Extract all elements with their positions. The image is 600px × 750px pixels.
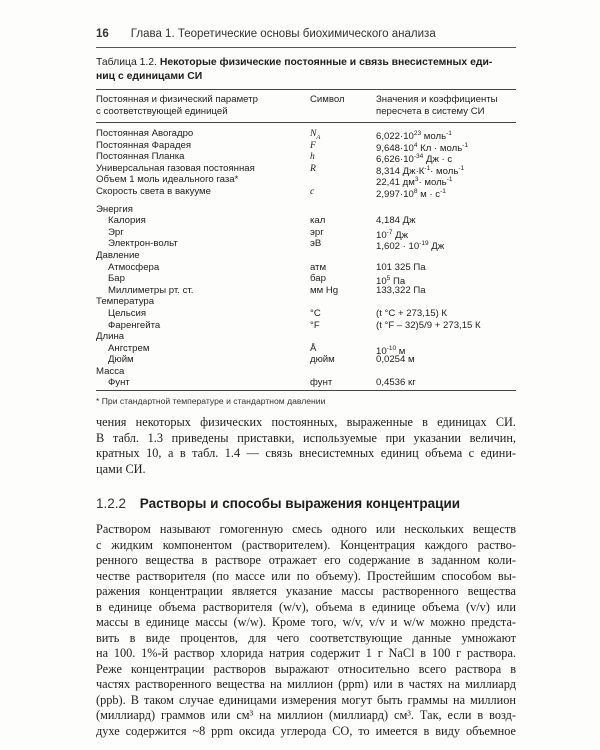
row-symbol: эВ xyxy=(310,238,322,250)
row-value: 22,41 $дм^3\cdot$ моль$^{-1}$ xyxy=(376,176,453,189)
table-row xyxy=(96,238,516,253)
section-number: 1.2.2 xyxy=(96,496,127,511)
table-row xyxy=(96,262,516,274)
text-line: с жидким компонентом (растворителем). Концентрация каждого раство- xyxy=(96,537,516,552)
text-line: чения некоторых физических постоянных, выраженные в единицах СИ. xyxy=(96,415,516,429)
row-value: $10^{-7}$ Дж xyxy=(376,228,409,241)
row-value: 0,0254 м xyxy=(376,354,415,366)
table-caption-title-2: ниц с единицами СИ xyxy=(96,71,203,82)
row-name: Цельсия xyxy=(108,307,147,319)
table-top-rule xyxy=(96,89,516,90)
row-value: $6,626\cdot 10^{-34}$ Дж · с xyxy=(376,153,453,166)
row-symbol: $N_A$ xyxy=(310,128,321,141)
group-heading xyxy=(96,250,516,262)
table-caption xyxy=(96,56,516,84)
row-name: Скорость света в вакууме xyxy=(96,185,211,197)
group-length: Длина xyxy=(96,331,125,343)
row-name: Постоянная Планка xyxy=(96,151,185,163)
text-line: на 100. 1%-й раствор хлорида натрия содержит 1 г NaCl в 100 г раствора. xyxy=(96,646,516,660)
running-title: Глава 1. Теоретические основы биохимического анализа xyxy=(130,28,436,40)
row-value: (t °F – 32)5/9 + 273,15 К xyxy=(376,319,481,331)
text-line: ренного вещества в растворе отражает его содержание в заданном коли- xyxy=(96,553,516,567)
row-value: 8,314 $Дж\cdot К^{-1}\cdot$ моль$^{-1}$ xyxy=(376,164,465,177)
text-line: Раствором называют гомогенную смесь одного или нескольких веществ xyxy=(96,522,516,536)
section-title: Растворы и способы выражения концентрации xyxy=(139,496,461,511)
row-symbol: F xyxy=(310,139,316,151)
header-rule xyxy=(96,47,516,48)
row-symbol: фунт xyxy=(310,377,333,389)
paragraph-solutions xyxy=(96,522,516,739)
table-header xyxy=(96,94,516,118)
col-header-value: Значения и коэффициенты xyxy=(376,94,498,105)
table-row xyxy=(96,163,516,175)
row-value: 4,184 Дж xyxy=(376,215,416,227)
section-heading xyxy=(96,496,516,511)
table-row xyxy=(96,308,516,320)
row-symbol: °C xyxy=(310,307,321,319)
group-temperature: Температура xyxy=(96,296,155,308)
row-symbol: бар xyxy=(310,273,326,285)
table-row xyxy=(96,215,516,227)
row-symbol: c xyxy=(310,185,315,197)
row-name: Электрон-вольт xyxy=(108,238,178,250)
table-row xyxy=(96,354,516,366)
text-line: кратных 10, а в табл. 1.4 — связь внесистемных единиц объема с едини- xyxy=(96,446,516,460)
row-name: Дюйм xyxy=(108,354,134,366)
table-row xyxy=(96,377,516,389)
group-heading xyxy=(96,204,516,216)
table-header-rule xyxy=(96,122,516,123)
row-name: Миллиметры рт. ст. xyxy=(108,284,194,296)
group-heading xyxy=(96,331,516,343)
row-name: Эрг xyxy=(108,226,124,238)
row-name: Атмосфера xyxy=(108,261,160,273)
text-line: (миллиард) граммов или см³ на миллион (миллиард) см³. Так, если в возд- xyxy=(96,708,516,722)
table-body xyxy=(96,128,516,389)
text-line: Реже концентрации растворов выражают относительно всего раствора в xyxy=(96,661,516,676)
col-header-parameter: Постоянная и физический параметр xyxy=(96,94,258,105)
text-line: (ppb). В таком случае единицами измерения могут быть граммы на миллион xyxy=(96,692,516,707)
paragraph-intro xyxy=(96,415,516,477)
table-row xyxy=(96,285,516,297)
text-line: духе содержится ~8 ppm оксида углерода СО, то имеется в виду объемное xyxy=(96,723,516,738)
row-value: $6,022\cdot 10^{23}$ моль$^{-1}$ xyxy=(376,130,452,143)
row-name: Калория xyxy=(108,215,146,227)
row-symbol: мм Hg xyxy=(310,284,339,296)
row-name: Бар xyxy=(108,273,125,285)
table-row xyxy=(96,174,516,189)
table-caption-title-1: Некоторые физические постоянные и связь внесистемных еди- xyxy=(159,57,493,68)
row-name: Ангстрем xyxy=(108,342,150,354)
row-name: Объем 1 моль идеального газа* xyxy=(96,174,239,186)
text-line: массы в единице массы (w/w). Кроме того, w/v, v/v и w/w можно предста- xyxy=(96,615,516,629)
table-footnote: * При стандартной температуре и стандартном давлении xyxy=(96,396,326,406)
row-value: $9,648\cdot 10^4$ Кл · моль$^{-1}$ xyxy=(376,141,468,154)
group-mass: Масса xyxy=(96,365,125,377)
group-heading xyxy=(96,296,516,308)
row-name: Универсальная газовая постоянная xyxy=(96,162,255,174)
text-line: В табл. 1.3 приведены приставки, используемые при указании величин, xyxy=(96,430,516,445)
running-header xyxy=(96,28,516,40)
row-name: Фунт xyxy=(108,377,130,389)
row-value: $10^{-10}$ м xyxy=(376,344,406,357)
text-line: ражения концентрации является указание массы растворенного вещества xyxy=(96,584,516,598)
row-name: Фаренгейта xyxy=(108,319,161,331)
row-value: (t °C + 273,15) К xyxy=(376,307,448,319)
col-header-parameter-2: с соответствующей единицей xyxy=(96,106,228,117)
col-header-symbol: Символ xyxy=(310,94,345,105)
text-line: частях растворенного вещества на миллион (ppm) или в частях на миллиард xyxy=(96,677,516,691)
row-value: 0,4536 кг xyxy=(376,377,416,389)
text-line: честве растворителя (по массе или по объему). Простейшим способом вы- xyxy=(96,568,516,583)
row-value: $2,997\cdot 10^8$ $м \cdot с^{-1}$ xyxy=(376,187,446,201)
table-row xyxy=(96,227,516,239)
group-pressure: Давление xyxy=(96,249,140,261)
row-value: $1,602 \cdot 10^{-19}$ Дж xyxy=(376,240,445,253)
row-symbol: кал xyxy=(310,215,326,227)
page-number: 16 xyxy=(96,28,109,40)
table-row xyxy=(96,273,516,288)
table-row xyxy=(96,151,516,166)
row-symbol: °F xyxy=(310,319,320,331)
text-line: в единице объема растворителя (w/v), объема в единице объема (v/v) или xyxy=(96,599,516,614)
row-symbol: Å xyxy=(310,342,317,354)
group-energy: Энергия xyxy=(96,203,133,215)
table-caption-label: Таблица 1.2. xyxy=(96,57,157,68)
text-line: цами СИ. xyxy=(96,461,146,476)
text-line: вить в виде процентов, для чего соответствующие данные умножают xyxy=(96,630,516,645)
table-row xyxy=(96,140,516,152)
table-bottom-rule xyxy=(96,390,516,391)
row-name: Постоянная Авогадро xyxy=(96,128,194,139)
table-row xyxy=(96,128,516,143)
col-header-value-2: пересчета в систему СИ xyxy=(376,106,485,117)
table-row xyxy=(96,185,516,201)
table-row xyxy=(96,320,516,332)
row-name: Постоянная Фарадея xyxy=(96,139,192,151)
row-symbol: атм xyxy=(310,261,327,273)
row-symbol: дюйм xyxy=(310,354,335,366)
table-row xyxy=(96,343,516,355)
row-value: $10^5$ Па xyxy=(376,275,406,288)
group-heading xyxy=(96,366,516,378)
row-symbol: эрг xyxy=(310,226,324,238)
row-value: 133,322 Па xyxy=(376,284,426,296)
row-symbol: R xyxy=(310,162,316,174)
row-value: 101 325 Па xyxy=(376,261,426,273)
row-symbol: h xyxy=(310,151,315,163)
